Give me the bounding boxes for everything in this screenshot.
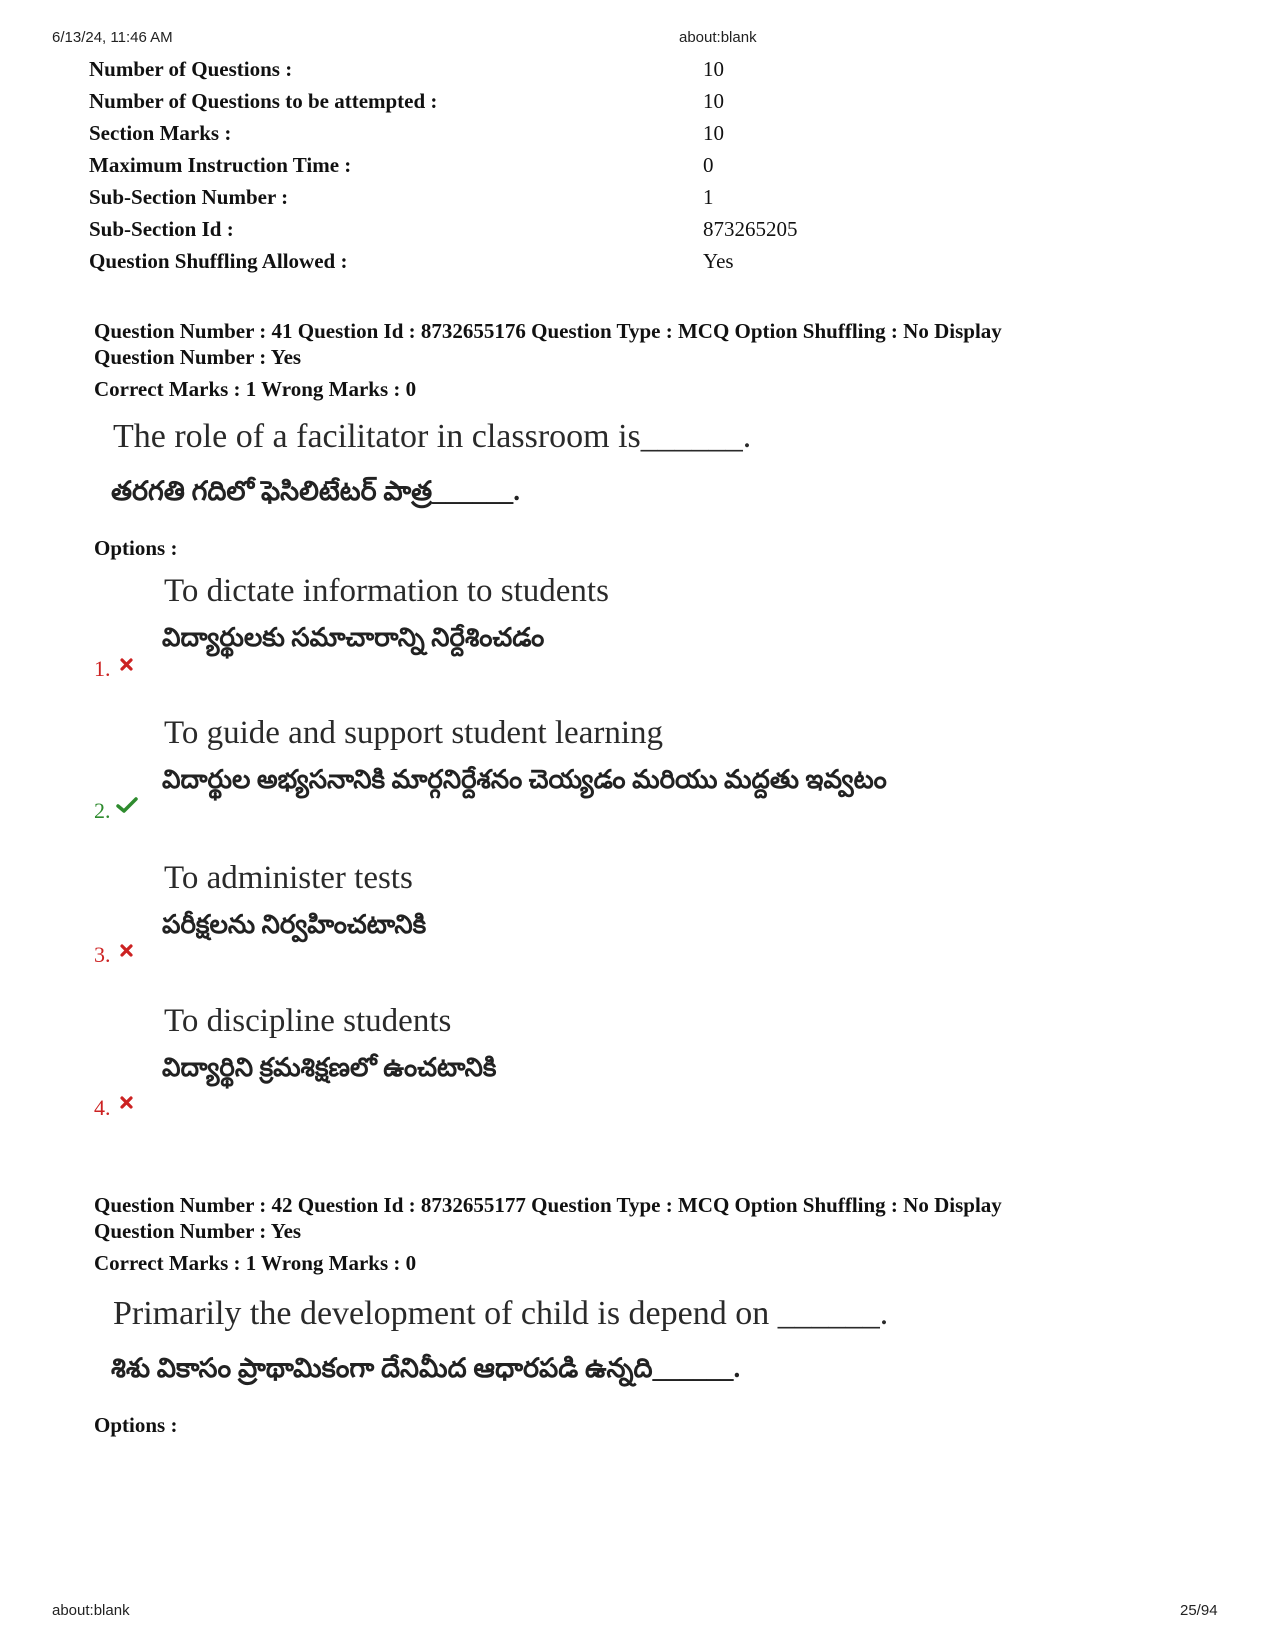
question-41-marks: Correct Marks : 1 Wrong Marks : 0 <box>94 377 417 401</box>
meta-value-num-questions: 10 <box>703 57 724 81</box>
question-41-header-line1: Question Number : 41 Question Id : 8732655176 Question Type : MCQ Option Shuffling : No Display <box>94 319 1002 343</box>
option-2-number: 2. <box>94 798 111 823</box>
meta-value-subsection-number: 1 <box>703 185 714 209</box>
option-3-telugu: పరీక్షలను నిర్వహించటానికి <box>162 910 427 939</box>
question-41-header-line2: Question Number : Yes <box>94 345 302 369</box>
question-41-stem-telugu: తరగతి గదిలో ఫెసిలిటేటర్ పాత్ర______. <box>111 476 520 506</box>
option-2-english: To guide and support student learning <box>164 715 664 751</box>
print-datetime: 6/13/24, 11:46 AM <box>52 29 173 46</box>
question-41-header <box>94 318 1214 370</box>
option-1-telugu: విద్యార్థులకు సమాచారాన్ని నిర్దేశించడం <box>162 623 545 652</box>
question-42-header-line2: Question Number : Yes <box>94 1219 302 1243</box>
meta-value-section-marks: 10 <box>703 121 724 145</box>
option-3-english: To administer tests <box>164 860 413 896</box>
page-number: 25/94 <box>1180 1602 1218 1619</box>
option-4-english: To discipline students <box>164 1003 452 1039</box>
meta-label-subsection-id: Sub-Section Id : <box>89 217 234 241</box>
question-42-marks: Correct Marks : 1 Wrong Marks : 0 <box>94 1251 417 1275</box>
meta-label-num-questions: Number of Questions : <box>89 57 293 81</box>
print-url: about:blank <box>679 29 757 46</box>
option-4-number: 4. <box>94 1095 111 1120</box>
question-42-header-line1: Question Number : 42 Question Id : 8732655177 Question Type : MCQ Option Shuffling : No Display <box>94 1193 1002 1217</box>
footer-url: about:blank <box>52 1602 130 1619</box>
question-41-options-label: Options : <box>94 536 178 560</box>
meta-label-max-instruction-time: Maximum Instruction Time : <box>89 153 352 177</box>
meta-value-question-shuffling: Yes <box>703 249 734 273</box>
check-icon <box>116 796 138 814</box>
cross-icon <box>120 944 133 957</box>
meta-value-max-instruction-time: 0 <box>703 153 714 177</box>
question-42-stem-telugu: శిశు వికాసం ప్రాథామికంగా దేనిమీద ఆధారపడి ఉన్నది______. <box>111 1353 741 1383</box>
question-42-stem-english: Primarily the development of child is depend on ______. <box>113 1295 889 1332</box>
meta-label-num-attempted: Number of Questions to be attempted : <box>89 89 438 113</box>
option-3-number: 3. <box>94 942 111 967</box>
meta-value-subsection-id: 873265205 <box>703 217 798 241</box>
meta-label-question-shuffling: Question Shuffling Allowed : <box>89 249 348 273</box>
meta-label-section-marks: Section Marks : <box>89 121 232 145</box>
question-42-header <box>94 1192 1214 1244</box>
cross-icon <box>120 1096 133 1109</box>
question-42-options-label: Options : <box>94 1413 178 1437</box>
option-1-english: To dictate information to students <box>164 573 609 609</box>
question-41-stem-english: The role of a facilitator in classroom is______. <box>113 418 752 455</box>
option-4-telugu: విద్యార్థిని క్రమశిక్షణలో ఉంచటానికి <box>162 1053 497 1082</box>
option-2-telugu: విదార్థుల అభ్యసనానికి మార్గనిర్దేశనం చెయ్యడం మరియు మద్దతు ఇవ్వటం <box>162 765 887 794</box>
meta-label-subsection-number: Sub-Section Number : <box>89 185 289 209</box>
meta-value-num-attempted: 10 <box>703 89 724 113</box>
cross-icon <box>120 658 133 671</box>
option-1-number: 1. <box>94 656 111 681</box>
